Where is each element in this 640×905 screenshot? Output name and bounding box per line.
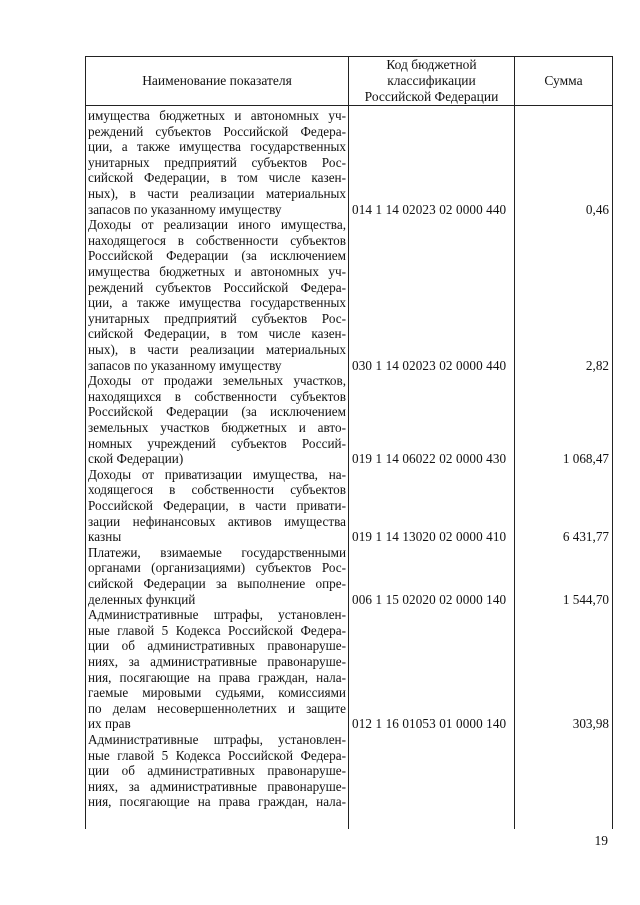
row-name-line: ных), в части реализации материальных — [88, 185, 346, 201]
row-name — [88, 732, 346, 810]
row-name-line: Доходы от реализации иного имущества, — [88, 217, 346, 233]
row-name-line: имущества бюджетных и автономных уч- — [88, 108, 346, 123]
row-name-line: Доходы от продажи земельных участков, — [88, 373, 346, 389]
row-name-line: унитарных предприятий субъектов Рос- — [88, 154, 346, 170]
header-bottom-border — [85, 105, 613, 106]
row-name-line: Платежи, взимаемые государственными — [88, 544, 346, 560]
row-sum: 2,82 — [585, 357, 609, 373]
row-name-line: реждений субъектов Российской Федера- — [88, 279, 346, 295]
row-name-line: Российской Федерации, в части привати- — [88, 497, 346, 513]
row-name-line: ниях, за административные правонаруше- — [88, 778, 346, 794]
table-left-border — [85, 56, 86, 829]
row-name-line: унитарных предприятий субъектов Рос- — [88, 310, 346, 326]
row-name-line: ния, посягающие на права граждан, нала- — [88, 669, 346, 685]
row-name-line: Российской Федерации (за исключением — [88, 248, 346, 264]
row-name-line: Административные штрафы, установлен- — [88, 607, 346, 623]
row-name-line: ния, посягающие на права граждан, нала- — [88, 794, 346, 810]
row-name-line: Российской Федерации (за исключением — [88, 404, 346, 420]
table-right-border — [612, 56, 613, 829]
row-name-line: запасов по указанному имуществу — [88, 201, 282, 217]
column-divider-1 — [348, 56, 349, 829]
column-divider-2 — [514, 56, 515, 829]
row-name — [88, 373, 346, 467]
header-name: Наименование показателя — [142, 73, 292, 88]
row-code: 012 1 16 01053 01 0000 140 — [352, 716, 507, 732]
row-name-line: казны — [88, 529, 122, 545]
row-code: 019 1 14 13020 02 0000 410 — [352, 529, 507, 545]
row-sum: 6 431,77 — [562, 529, 609, 545]
row-name-line: ных), в части реализации материальных — [88, 341, 346, 357]
row-name-line: находящихся в собственности субъектов — [88, 388, 346, 404]
row-name — [88, 545, 346, 607]
row-name-line: деленных функций — [88, 591, 196, 607]
row-name — [88, 467, 346, 545]
header-sum: Сумма — [544, 73, 583, 88]
header-code: Код бюджетной классификации Российской Федерации — [364, 57, 499, 104]
row-name-line: находящегося в собственности субъектов — [88, 232, 346, 248]
row-name-line: сийской Федерации, в том числе казен- — [88, 326, 346, 342]
row-name-line: Административные штрафы, установлен- — [88, 732, 346, 747]
row-name-line: их прав — [88, 716, 131, 732]
row-name-line: реждений субъектов Российской Федера- — [88, 123, 346, 139]
row-sum: 0,46 — [585, 201, 609, 217]
row-code: 030 1 14 02023 02 0000 440 — [352, 357, 507, 373]
row-name-line: ные главой 5 Кодекса Российской Федера- — [88, 622, 346, 638]
row-name — [88, 217, 346, 373]
page-number: 19 — [594, 833, 608, 848]
row-name-line: сийской Федерации, в том числе казен- — [88, 170, 346, 186]
row-name-line: по делам несовершеннолетних и защите — [88, 700, 346, 716]
row-name — [88, 607, 346, 732]
row-name-line: Доходы от приватизации имущества, на- — [88, 466, 346, 482]
row-code: 014 1 14 02023 02 0000 440 — [352, 201, 507, 217]
row-name-line: органами (организациями) субъектов Рос- — [88, 560, 346, 576]
row-sum: 1 068,47 — [562, 451, 609, 467]
row-name-line: зации нефинансовых активов имущества — [88, 513, 346, 529]
row-code: 006 1 15 02020 02 0000 140 — [352, 591, 507, 607]
row-name-line: номных учреждений субъектов Россий- — [88, 435, 346, 451]
row-name-line: ции, а также имущества государственных — [88, 139, 346, 155]
row-name-line: ской Федерации) — [88, 451, 184, 467]
row-name-line: земельных участков бюджетных и авто- — [88, 419, 346, 435]
row-name-line: запасов по указанному имуществу — [88, 357, 282, 373]
row-code: 019 1 14 06022 02 0000 430 — [352, 451, 507, 467]
row-name-line: имущества бюджетных и автономных уч- — [88, 263, 346, 279]
row-name-line: ции, а также имущества государственных — [88, 295, 346, 311]
row-name-line: ниях, за административные правонаруше- — [88, 653, 346, 669]
row-name-line: ходящегося в собственности субъектов — [88, 482, 346, 498]
row-name — [88, 108, 346, 217]
row-sum: 303,98 — [572, 716, 609, 732]
row-name-line: ные главой 5 Кодекса Российской Федера- — [88, 747, 346, 763]
row-name-line: ции об административных правонаруше- — [88, 638, 346, 654]
row-name-line: сийской Федерации за выполнение опре- — [88, 575, 346, 591]
row-sum: 1 544,70 — [562, 591, 609, 607]
row-name-line: гаемые мировыми судьями, комиссиями — [88, 685, 346, 701]
row-name-line: ции об административных правонаруше- — [88, 763, 346, 779]
